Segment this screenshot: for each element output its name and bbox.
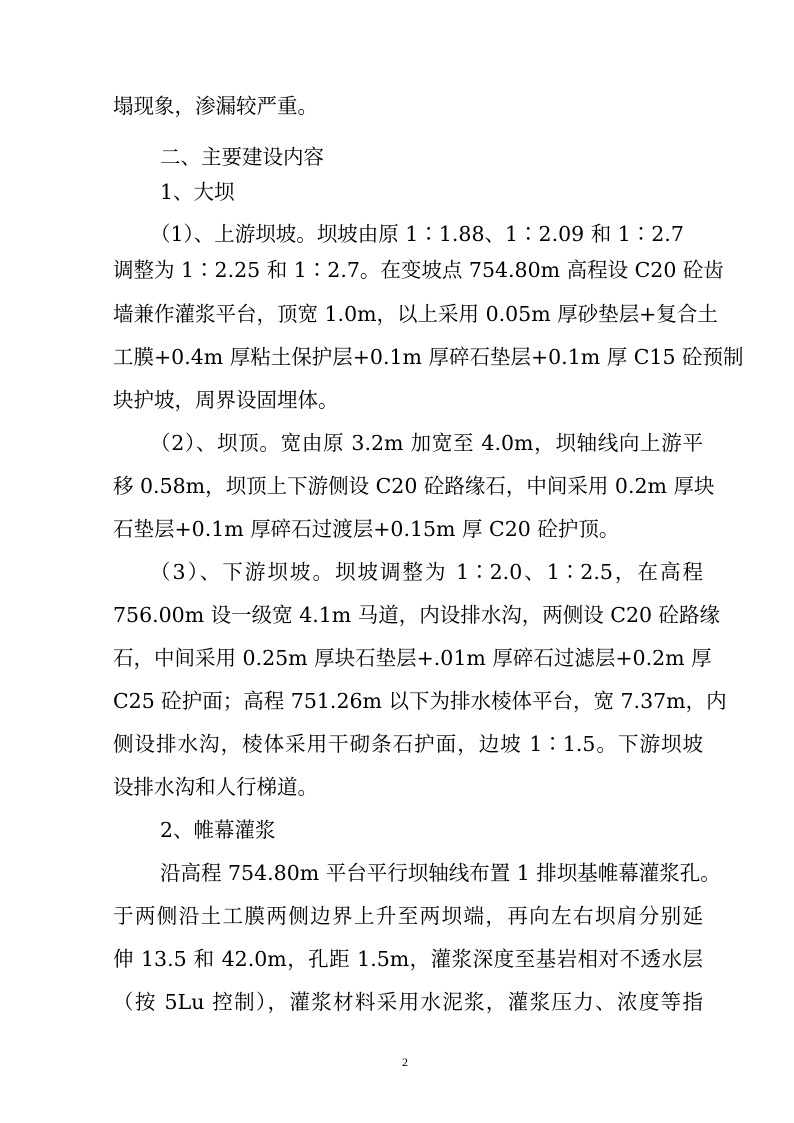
paragraph-line: 移 0.58m，坝顶上下游侧设 C20 砼路缘石，中间采用 0.2m 厚块 [113, 474, 715, 498]
paragraph-line: 沿高程 754.80m 平台平行坝轴线布置 1 排坝基帷幕灌浆孔。 [160, 861, 721, 885]
paragraph-line: 设排水沟和人行梯道。 [113, 775, 318, 799]
paragraph-line: 工膜+0.4m 厚粘土保护层+0.1m 厚碎石垫层+0.1m 厚 C15 砼预制 [113, 345, 744, 369]
subsection-heading: 2、帷幕灌浆 [160, 818, 276, 842]
paragraph-line: 侧设排水沟，棱体采用干砌条石护面，边坡 1∶1.5。下游坝坡 [113, 732, 703, 756]
paragraph-line: 石垫层+0.1m 厚碎石过渡层+0.15m 厚 C20 砼护顶。 [113, 517, 620, 541]
paragraph-line: 石，中间采用 0.25m 厚块石垫层+.01m 厚碎石过滤层+0.2m 厚 [113, 646, 712, 670]
paragraph-line: （1）、上游坝坡。坝坡由原 1∶1.88、1∶2.09 和 1∶2.7 [150, 222, 684, 246]
paragraph-line: 756.00m 设一级宽 4.1m 马道，内设排水沟，两侧设 C20 砼路缘 [113, 603, 721, 627]
paragraph-line: （2）、坝顶。宽由原 3.2m 加宽至 4.0m，坝轴线向上游平 [150, 431, 703, 455]
paragraph-line: 伸 13.5 和 42.0m，孔距 1.5m，灌浆深度至基岩相对不透水层 [113, 947, 703, 971]
paragraph-line: 墙兼作灌浆平台，顶宽 1.0m，以上采用 0.05m 厚砂垫层+复合土 [113, 302, 718, 326]
paragraph-line: （按 5Lu 控制），灌浆材料采用水泥浆，灌浆压力、浓度等指 [113, 990, 703, 1014]
section-heading: 二、主要建设内容 [160, 145, 324, 169]
paragraph-line: （3）、下游坝坡。坝坡调整为 1∶2.0、1∶2.5，在高程 [150, 560, 703, 584]
paragraph-line: 塌现象，渗漏较严重。 [113, 94, 318, 118]
page-number: 2 [402, 1055, 408, 1069]
paragraph-line: 调整为 1∶2.25 和 1∶2.7。在变坡点 754.80m 高程设 C20 砼齿 [113, 258, 724, 282]
paragraph-line: 块护坡，周界设固埋体。 [113, 388, 339, 412]
paragraph-line: 于两侧沿土工膜两侧边界上升至两坝端，再向左右坝肩分别延 [113, 904, 703, 928]
subsection-heading: 1、大坝 [160, 180, 235, 204]
paragraph-line: C25 砼护面；高程 751.26m 以下为排水棱体平台，宽 7.37m，内 [113, 689, 727, 713]
